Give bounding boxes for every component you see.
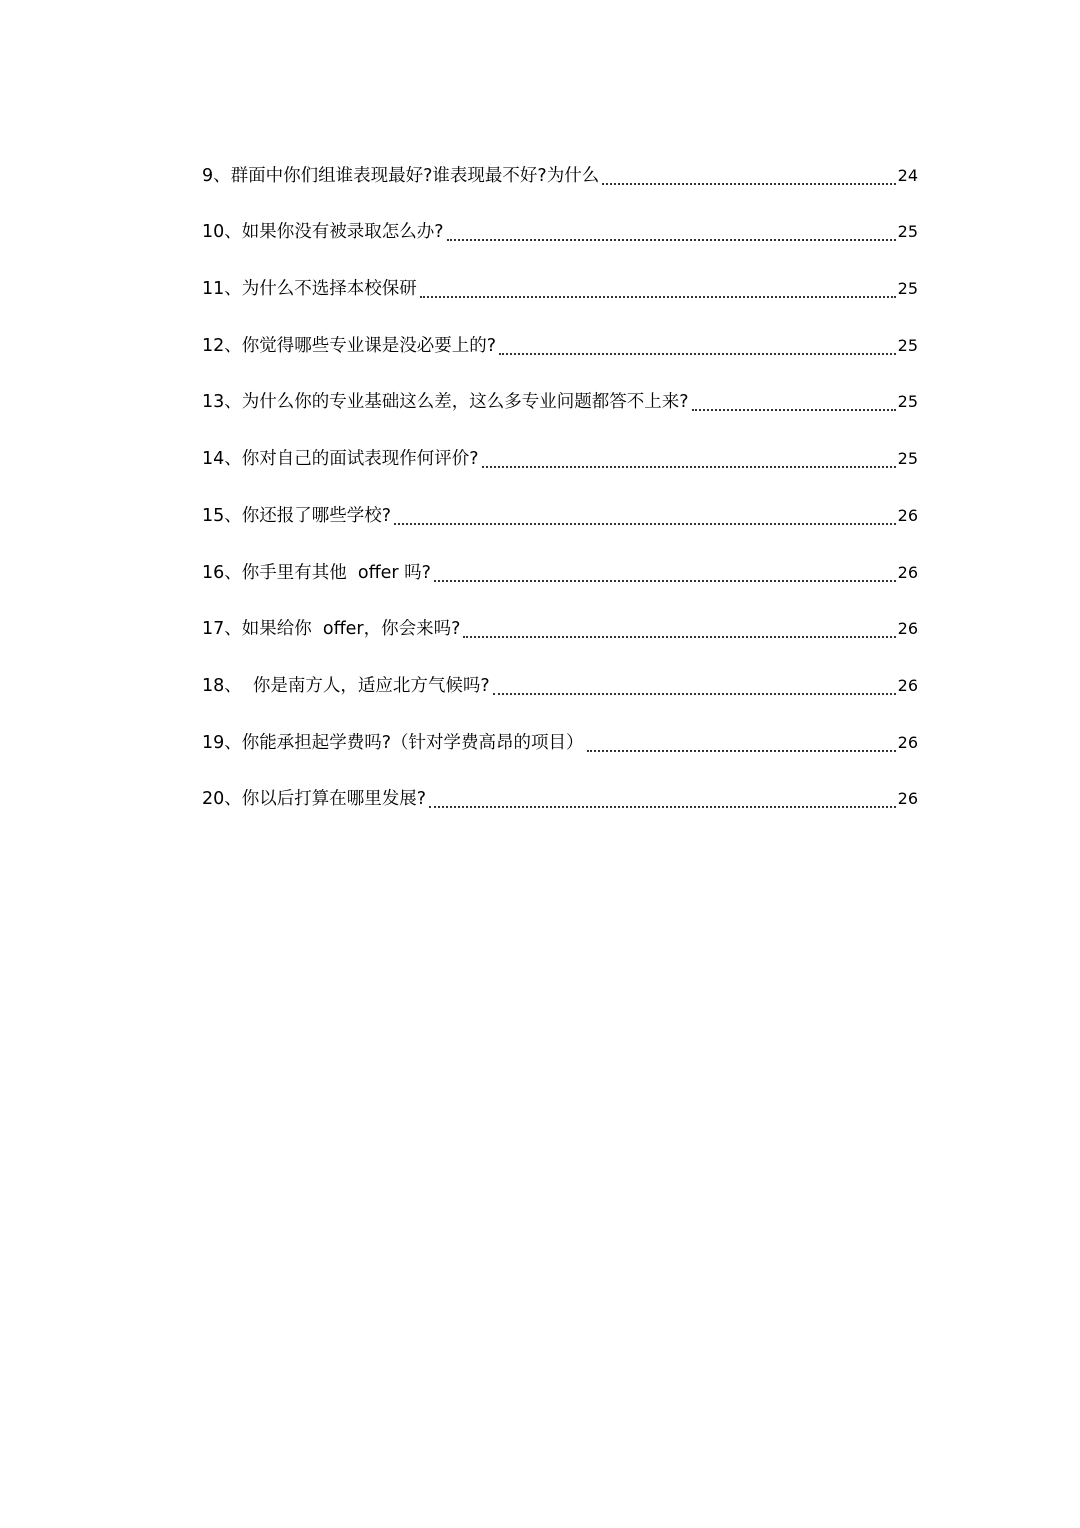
- toc-entry-page: 26: [897, 619, 918, 639]
- dot-leader: [499, 353, 896, 355]
- toc-entry-page: 26: [897, 562, 918, 582]
- dot-leader: [692, 409, 896, 411]
- dot-leader: [602, 183, 895, 185]
- toc-entry-title: 14、你对自己的面试表现作何评价?: [202, 449, 479, 470]
- toc-entry-title: 12、你觉得哪些专业课是没必要上的?: [202, 335, 497, 356]
- toc-entry-page: 25: [897, 222, 918, 242]
- toc-entry-11[interactable]: [202, 252, 918, 309]
- toc-entry-page: 26: [897, 789, 918, 809]
- toc-entry-title: 11、为什么不选择本校保研: [202, 279, 417, 300]
- toc-entry-page: 25: [897, 449, 918, 469]
- toc-entry-18[interactable]: [202, 649, 918, 706]
- dot-leader: [482, 466, 896, 468]
- toc-entry-title: 17、如果给你 offer，你会来吗?: [202, 619, 461, 640]
- toc-entry-16[interactable]: [202, 536, 918, 593]
- toc-entry-10[interactable]: [202, 196, 918, 253]
- toc-entry-15[interactable]: [202, 479, 918, 536]
- toc-entry-page: 25: [897, 392, 918, 412]
- dot-leader: [420, 296, 896, 298]
- toc-entry-title: 20、你以后打算在哪里发展?: [202, 789, 427, 810]
- toc-entry-title: 9、群面中你们组谁表现最好?谁表现最不好?为什么: [202, 165, 600, 186]
- toc-entry-20[interactable]: [202, 763, 918, 820]
- toc-entry-title: 16、你手里有其他 offer 吗?: [202, 562, 431, 583]
- toc-entry-12[interactable]: [202, 309, 918, 366]
- toc-entry-title: 15、你还报了哪些学校?: [202, 505, 392, 526]
- toc-entry-title: 10、如果你没有被录取怎么办?: [202, 222, 444, 243]
- toc-entry-page: 24: [897, 165, 918, 185]
- dot-leader: [394, 523, 896, 525]
- toc-entry-page: 26: [897, 505, 918, 525]
- dot-leader: [463, 636, 895, 638]
- toc-entry-page: 26: [897, 675, 918, 695]
- toc-entry-title: 18、 你是南方人，适应北方气候吗?: [202, 675, 490, 696]
- toc-entry-14[interactable]: [202, 422, 918, 479]
- table-of-contents: [202, 139, 918, 819]
- toc-entry-13[interactable]: [202, 366, 918, 423]
- toc-entry-title: 19、你能承担起学费吗?（针对学费高昂的项目）: [202, 732, 584, 753]
- toc-entry-19[interactable]: [202, 706, 918, 763]
- dot-leader: [493, 693, 896, 695]
- dot-leader: [434, 580, 896, 582]
- toc-entry-title: 13、为什么你的专业基础这么差，这么多专业问题都答不上来?: [202, 392, 689, 413]
- dot-leader: [447, 239, 896, 241]
- toc-entry-9[interactable]: [202, 139, 918, 196]
- toc-entry-17[interactable]: [202, 593, 918, 650]
- dot-leader: [429, 806, 896, 808]
- toc-entry-page: 26: [897, 732, 918, 752]
- toc-entry-page: 25: [897, 279, 918, 299]
- dot-leader: [587, 750, 896, 752]
- toc-entry-page: 25: [897, 335, 918, 355]
